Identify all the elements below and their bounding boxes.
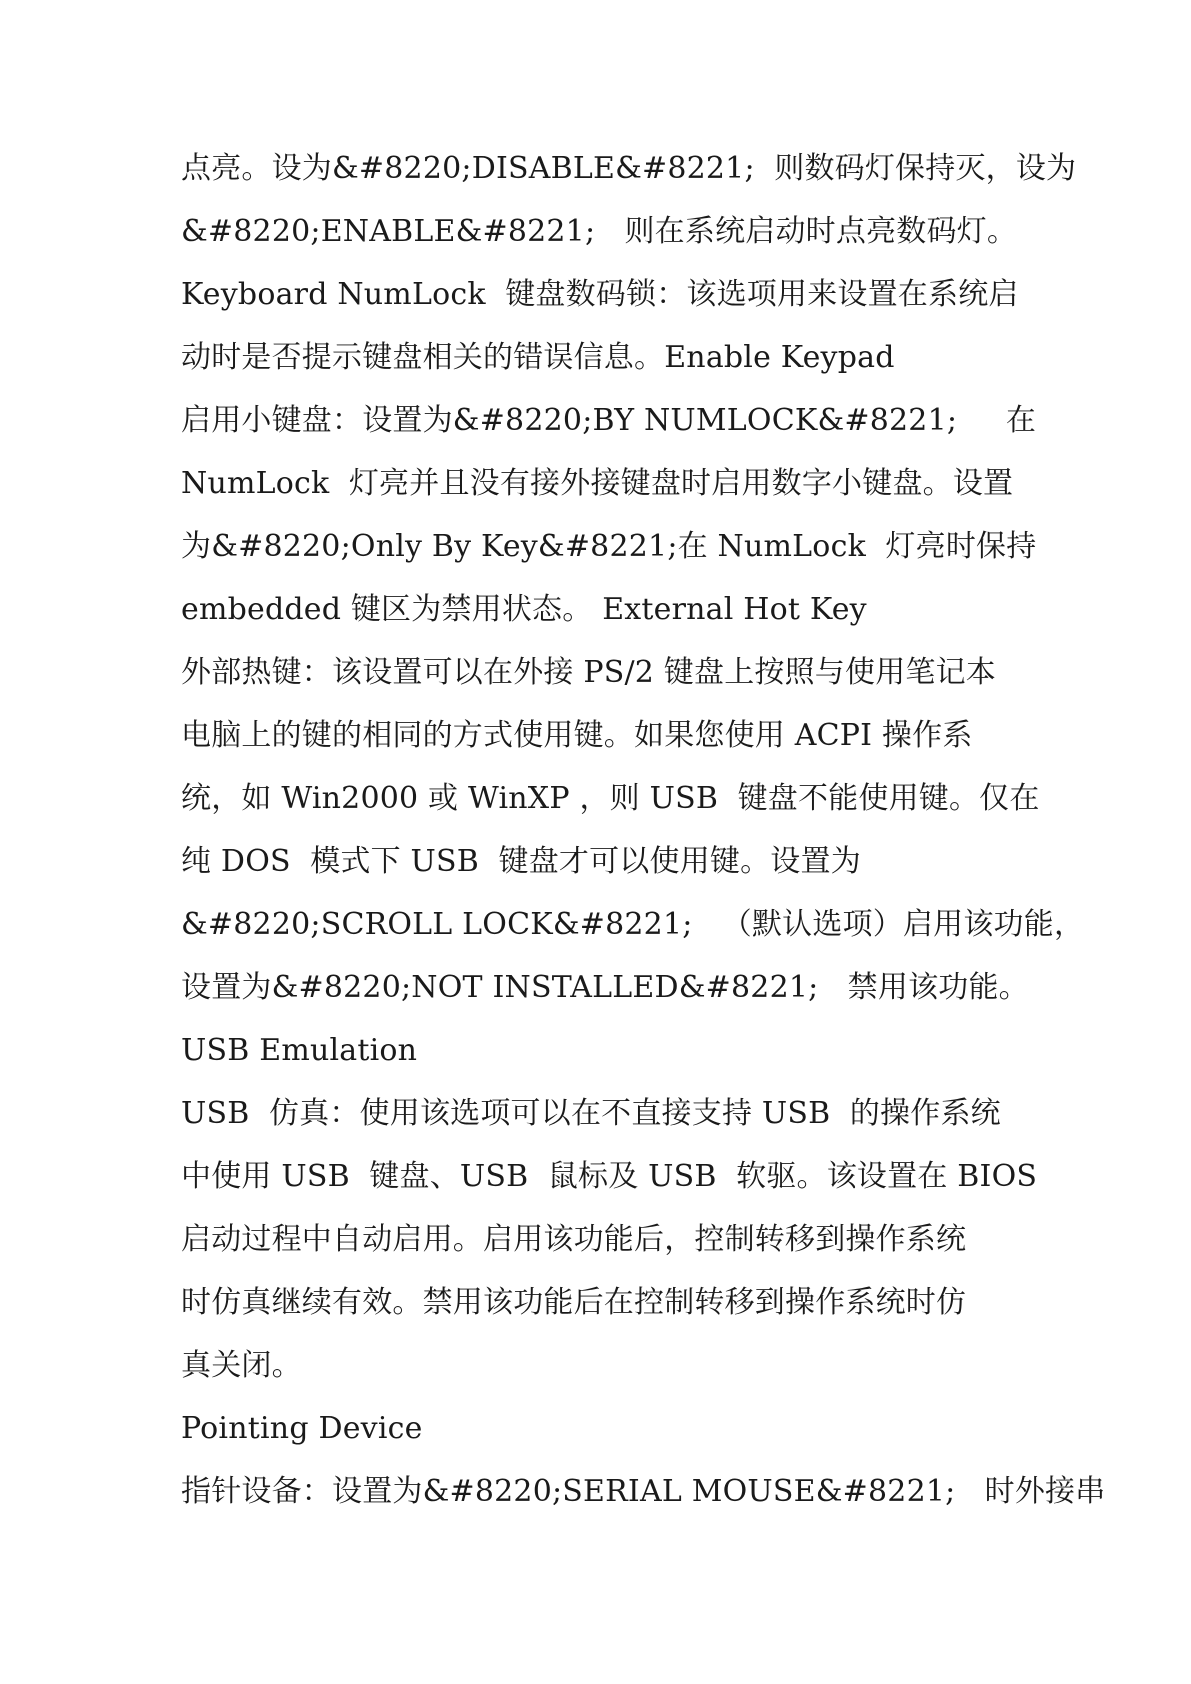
text-line: Keyboard NumLock 键盘数码锁：该选项用来设置在系统启 <box>181 277 1019 312</box>
text-line: NumLock 灯亮并且没有接外接键盘时启用数字小键盘。设置 <box>181 466 1014 501</box>
text-line: 指针设备：设置为&#8220;SERIAL MOUSE&#8221; 时外接串 <box>181 1474 1106 1509</box>
text-line: embedded 键区为禁用状态。 External Hot Key <box>181 592 867 627</box>
body-text <box>181 137 1106 1523</box>
text-line: 中使用 USB 键盘、USB 鼠标及 USB 软驱。该设置在 BIOS <box>181 1159 1038 1194</box>
section-heading: Pointing Device <box>181 1411 423 1446</box>
text-line: 为&#8220;Only By Key&#8221;在 NumLock 灯亮时保持 <box>181 529 1037 564</box>
text-line: 启动过程中自动启用。启用该功能后，控制转移到操作系统 <box>181 1222 967 1257</box>
text-line: 时仿真继续有效。禁用该功能后在控制转移到操作系统时仿 <box>181 1285 967 1320</box>
text-line: 外部热键：该设置可以在外接 PS/2 键盘上按照与使用笔记本 <box>181 655 997 690</box>
section-heading: USB Emulation <box>181 1033 418 1068</box>
text-line: 点亮。设为&#8220;DISABLE&#8221; 则数码灯保持灭，设为 <box>181 151 1077 186</box>
text-line: 设置为&#8220;NOT INSTALLED&#8221; 禁用该功能。 <box>181 970 1029 1005</box>
text-line: 动时是否提示键盘相关的错误信息。Enable Keypad <box>181 340 895 375</box>
text-line: 真关闭。 <box>181 1348 302 1383</box>
text-line: &#8220;SCROLL LOCK&#8221; （默认选项）启用该功能， <box>181 907 1085 942</box>
text-line: 纯 DOS 模式下 USB 键盘才可以使用键。设置为 <box>181 844 861 879</box>
text-line: 统，如 Win2000 或 WinXP ，则 USB 键盘不能使用键。仅在 <box>181 781 1040 816</box>
text-line: 电脑上的键的相同的方式使用键。如果您使用 ACPI 操作系 <box>181 718 973 753</box>
text-line: USB 仿真：使用该选项可以在不直接支持 USB 的操作系统 <box>181 1096 1001 1131</box>
text-line: &#8220;ENABLE&#8221; 则在系统启动时点亮数码灯。 <box>181 214 1018 249</box>
text-line: 启用小键盘：设置为&#8220;BY NUMLOCK&#8221; 在 <box>181 403 1037 438</box>
